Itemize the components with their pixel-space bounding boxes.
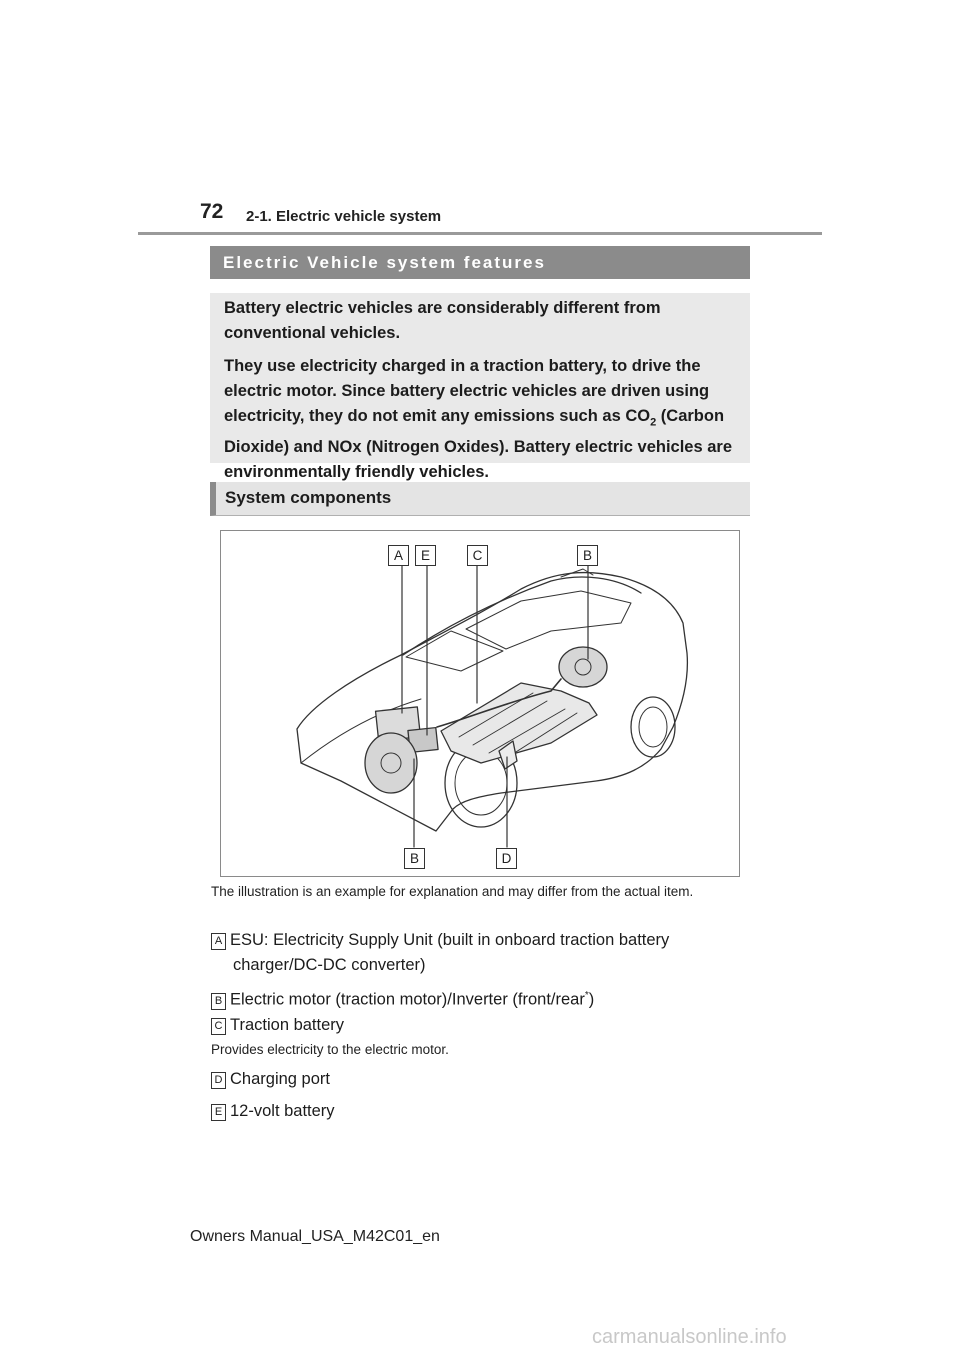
intro-box [210, 293, 750, 482]
legend-marker-a: A [211, 933, 226, 950]
page-number: 72 [200, 200, 224, 223]
callout-b-bottom: B [404, 848, 425, 869]
intro-paragraph-2: They use electricity charged in a traction battery, to drive the electric motor. Since battery electric vehicles are driven using electricity, they do not emit any emissions such as $CO_2$ (Carbon Dioxide) and NOx (Nitrogen Oxides). Battery electric vehicles are environmentally friendly vehicles. [224, 357, 733, 482]
vehicle-drawing [221, 531, 739, 876]
watermark: carmanualsonline.info [592, 1326, 787, 1348]
footer-manual-id: Owners Manual_USA_M42C01_en [190, 1228, 440, 1245]
windshield [406, 631, 503, 671]
rear-motor [559, 647, 607, 687]
callout-e: E [415, 545, 436, 566]
figure-caption: The illustration is an example for explanation and may differ from the actual item. [211, 884, 694, 899]
rear-wheel [631, 697, 675, 757]
components-heading: System components [210, 482, 750, 516]
legend-marker-e: E [211, 1104, 226, 1121]
legend-marker-c: C [211, 1018, 226, 1035]
side-windows [466, 591, 631, 649]
legend-item-a: A ESU: Electricity Supply Unit (built in onboard traction battery charger/DC-DC converter) [211, 928, 669, 978]
callout-a: A [388, 545, 409, 566]
legend-item-d: D Charging port [211, 1067, 330, 1092]
header-rule [138, 232, 822, 235]
callout-d: D [496, 848, 517, 869]
feature-heading: Electric Vehicle system features [210, 246, 750, 279]
vehicle-illustration [220, 530, 740, 877]
legend-item-b: B Electric motor (traction motor)/Inverter (front/rear*) [211, 983, 594, 1013]
legend-note-c: Provides electricity to the electric motor. [211, 1042, 449, 1057]
traction-battery-pack [441, 683, 597, 763]
legend-marker-b: B [211, 993, 226, 1010]
callout-c: C [467, 545, 488, 566]
front-motor [365, 733, 417, 793]
legend-item-e: E 12-volt battery [211, 1099, 335, 1124]
intro-paragraph-1: Battery electric vehicles are considerably different from conventional vehicles. [224, 299, 661, 342]
legend-item-c: C Traction battery [211, 1013, 344, 1038]
callout-b-top: B [577, 545, 598, 566]
section-title: 2-1. Electric vehicle system [246, 208, 442, 225]
legend-marker-d: D [211, 1072, 226, 1089]
